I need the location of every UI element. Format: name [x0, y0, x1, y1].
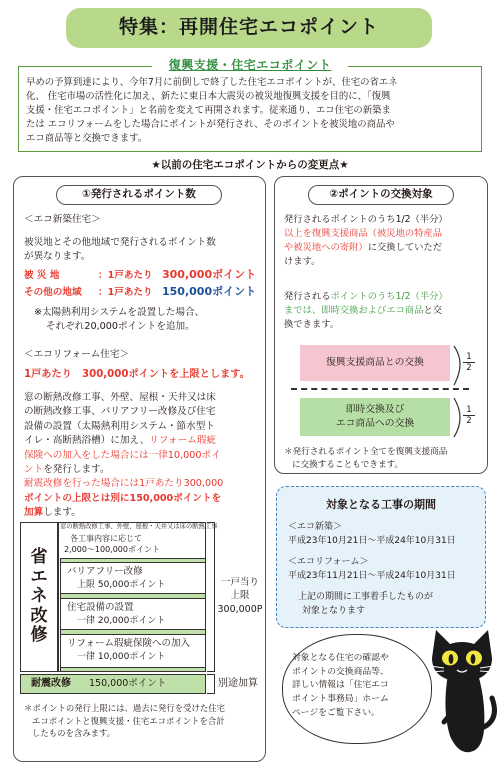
insulation-note: 窓の断熱改修工事、外壁、屋根・天井又は床の断熱工事: [60, 523, 218, 530]
solar-note: ※太陽熱利用システムを設置した場合、 それぞれ20,000ポイントを追加。: [34, 307, 205, 333]
info-bubble-text: 対象となる住宅の確認や ポイントの交換商品等、 詳しい情報は「住宅エコ ポイント事務局」ホーム ページをご覧下さい。: [292, 653, 389, 718]
equipment-box: 住宅設備の設置 一律 20,000ポイント: [60, 598, 206, 630]
reconstruction-goods-box: 復興支援商品との交換: [300, 345, 450, 381]
upper-fraction: 1 2: [463, 352, 475, 373]
page-title: 特集：再開住宅エコポイント: [118, 16, 379, 39]
target-period-details: ＜エコ新築＞ 平成23年10月21日～平成24年10月31日 ＜エコリフォーム＞ 平成23年11月21日～平成24年10月31日 上記の期間に工事着手したものが 対象となります: [288, 522, 456, 616]
upper-bracket: [454, 346, 460, 385]
intro-text: 早めの予算到達により、今年7月に前倒しで終了した住宅エコポイントが、住宅の省エネ 化、 住宅市場の活性化に加え、新たに東日本大震災の被災地復興支援を目的に、「復興 支援・住宅エコポイント」と名前を変えて再開されます。従来通り、エコ住宅の新築ま たは エコリフォームをした場合にポイントが発行され、そのポイントを被災地の商品や エコ商品等と交換できます。: [26, 77, 398, 145]
insurance-box: リフォーム瑕疵保険への加入 一律 10,000ポイント: [60, 634, 206, 668]
other-row: その他の地域 ：1戸あたり 150,000ポイント: [24, 285, 257, 298]
insulation-range: 各工事内容に応じて 2,000～100,000ポイント: [64, 534, 160, 554]
lower-fraction: 1 2: [463, 405, 475, 426]
points-footnote: ＊ポイントの発行上限には、過去に発行を受けた住宅 エコポイントと復興支援・住宅エコポイントを合計 したものを含みます。: [24, 703, 225, 739]
eco-reform-label: 省 エ ネ 改 修: [20, 522, 58, 672]
reform-limit: 1戸あたり 300,000ポイントを上限とします。: [24, 369, 250, 380]
separate-bracket: [207, 674, 215, 694]
exchange-panel-title: ②ポイントの交換対象: [308, 185, 454, 205]
instant-exchange-box: 即時交換及び エコ商品への交換: [300, 398, 450, 436]
reform-text: 窓の断熱改修工事、外壁、屋根・天井又は床 の断熱改修工事、バリアフリー改修及び住宅 設備の設置（太陽熱利用システム・節水型ト イレ・高断熱浴槽）に加え、リフォーム瑕疵 保険への加入をした場合には一律10,000ポイ ントを発行します。 耐震改修を行った場合には1戸あたり300,000 ポイントの上限とは別に150,000ポイントを 加算します。: [24, 392, 224, 519]
changes-heading: ★以前の住宅エコポイントからの変更点★: [151, 159, 349, 171]
target-period-title: 対象となる工事の期間: [326, 498, 436, 511]
quake-box: 耐震改修 150,000ポイント: [20, 674, 206, 694]
eco-new-text: 被災地とその他地域で発行されるポイント数 が異なります。: [24, 237, 216, 263]
per-unit-limit: 一戸当り 上限 300,000P: [217, 577, 263, 615]
points-panel-title: ①発行されるポイント数: [56, 185, 222, 205]
disaster-row: 被 災 地 ：1戸あたり 300,000ポイント: [24, 268, 257, 281]
eco-new-heading: ＜エコ新築住宅＞: [24, 214, 101, 225]
exchange-paragraph-1: 発行されるポイントのうち1/2（半分） 以上を復興支援商品（被災地の特産品 や被災地への寄附）に交換していただ けます。: [284, 214, 448, 267]
separate-label: 別途加算: [218, 678, 258, 689]
exchange-note: ＊発行されるポイント全てを復興支援商品 に交換することもできます。: [284, 447, 448, 471]
lower-bracket: [454, 398, 460, 437]
page-title-banner: [66, 8, 432, 48]
black-cat-mascot-icon: [426, 618, 498, 760]
intro-tag: 復興支援・住宅エコポイント: [152, 57, 348, 74]
per-unit-bracket: [207, 522, 215, 672]
reform-heading: ＜エコリフォーム住宅＞: [24, 349, 130, 360]
half-divider: [291, 388, 469, 390]
barrier-free-box: バリアフリー改修 上限 50,000ポイント: [60, 562, 206, 594]
exchange-paragraph-2: 発行されるポイントのうち1/2（半分） までは、即時交換およびエコ商品と交 換できます。: [284, 291, 448, 330]
